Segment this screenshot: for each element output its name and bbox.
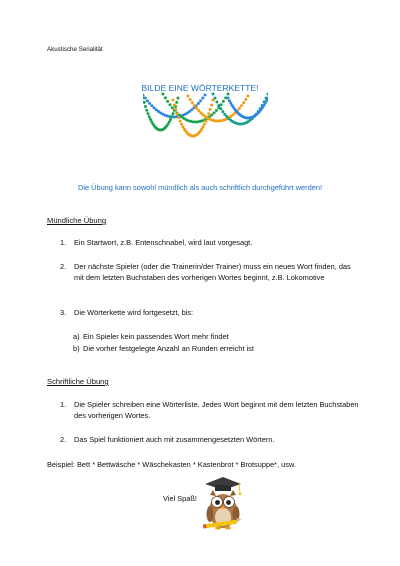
bead <box>219 107 222 110</box>
bead <box>212 99 215 102</box>
bead <box>264 102 267 105</box>
signoff-text: Viel Spaß! <box>163 494 197 503</box>
oral-item-2 <box>60 262 360 296</box>
bead <box>148 115 151 118</box>
bead <box>210 114 213 117</box>
bead <box>168 103 171 106</box>
oral-subitem-a-letter: a) <box>73 332 80 341</box>
bead <box>176 112 179 115</box>
bead <box>191 101 194 104</box>
example-chain: Beispiel: Bett * Bettwäsche * Wäschekasten * Kastenbrot * Brotsuppe*, usw. <box>47 460 296 469</box>
oral-item-2-number: 2. <box>60 262 67 271</box>
bead <box>164 96 167 99</box>
bead <box>212 93 215 96</box>
bead <box>166 100 169 103</box>
bead <box>210 103 213 106</box>
bead <box>143 101 146 104</box>
written-item-1-number: 1. <box>60 400 67 409</box>
bead <box>209 108 212 111</box>
bead <box>228 99 231 102</box>
bead <box>265 99 268 102</box>
bead <box>204 120 207 123</box>
oral-subitem-b-letter: b) <box>73 344 80 353</box>
oral-item-1-number: 1. <box>60 238 67 247</box>
bead <box>172 99 175 102</box>
oral-item-2-text: Der nächste Spieler (oder die Trainerin/der Trainer) muss ein neues Wort finden, das mit dem letzten Buchstaben des vorherigen Wortes beginnt, z.B. Lokomotive <box>74 262 351 282</box>
header-label: Akustische Serialität <box>47 46 103 53</box>
bead <box>180 123 183 126</box>
bead <box>146 99 149 102</box>
bead <box>162 93 165 96</box>
bead <box>150 104 153 107</box>
bead <box>223 113 226 116</box>
bead <box>147 112 150 115</box>
bead <box>203 123 206 126</box>
bead <box>215 100 218 103</box>
worksheet-subtitle: Die Übung kann sowohl mündlich als auch schriftlich durchgeführt werden! <box>77 183 323 192</box>
written-item-1 <box>60 400 360 424</box>
bead <box>173 103 176 106</box>
written-item-2-text: Das Spiel funktioniert auch mit zusammengesetzten Wörtern. <box>74 435 275 444</box>
bead <box>169 118 172 121</box>
bead <box>174 108 177 111</box>
bead-chains-illustration <box>143 92 268 162</box>
bead <box>240 104 243 107</box>
oral-item-3-text: Die Wörterkette wird fortgesetzt, bis: <box>74 308 194 317</box>
oral-heading: Mündliche Übung <box>47 216 107 225</box>
bead <box>227 93 230 96</box>
bead <box>195 107 198 110</box>
bead <box>213 111 216 114</box>
oral-subitem-a-text: Ein Spieler kein passendes Wort mehr findet <box>83 332 229 341</box>
bead <box>148 102 151 105</box>
bead <box>177 97 180 100</box>
bead <box>170 115 173 118</box>
bead <box>201 97 204 100</box>
bead <box>227 97 230 100</box>
bead <box>238 107 241 110</box>
bead <box>189 98 192 101</box>
bead <box>177 116 180 119</box>
bead <box>199 99 202 102</box>
bead <box>179 120 182 123</box>
bead <box>202 126 205 129</box>
bead <box>207 112 210 115</box>
written-item-1-text: Die Spieler schreiben eine Wörterliste. Jedes Wort beginnt mit dem letzten Buchstaben des vorherigen Wortes. <box>74 400 359 420</box>
bead <box>242 101 245 104</box>
written-item-2-number: 2. <box>60 435 67 444</box>
bead <box>144 105 147 108</box>
written-item-2 <box>60 435 360 447</box>
oral-item-3-number: 3. <box>60 308 67 317</box>
bead <box>221 110 224 113</box>
bead <box>193 104 196 107</box>
owl-mascot-image <box>201 475 245 533</box>
oral-item-1 <box>60 238 360 250</box>
bead <box>172 112 175 115</box>
bead <box>187 95 190 98</box>
bead <box>215 109 218 112</box>
bead <box>267 93 269 96</box>
oral-subitem-b-text: Die vorher festgelegte Anzahl an Runden erreicht ist <box>83 344 254 353</box>
bead <box>175 101 178 104</box>
bead <box>171 106 174 109</box>
oral-item-3 <box>60 308 360 320</box>
bead <box>217 104 220 107</box>
bead <box>244 98 247 101</box>
written-heading: Schriftliche Übung <box>47 377 109 386</box>
bead <box>197 109 200 112</box>
oral-item-1-text: Ein Startwort, z.B. Entenschnabel, wird laut vorgesagt. <box>74 238 253 247</box>
bead <box>143 94 145 97</box>
bead <box>206 116 209 119</box>
bead <box>204 94 207 97</box>
bead <box>145 109 148 112</box>
bead <box>247 95 250 98</box>
bead <box>222 100 225 103</box>
bead <box>197 102 200 105</box>
worksheet-title: BILDE EINE WÖRTERKETTE! <box>141 83 259 93</box>
